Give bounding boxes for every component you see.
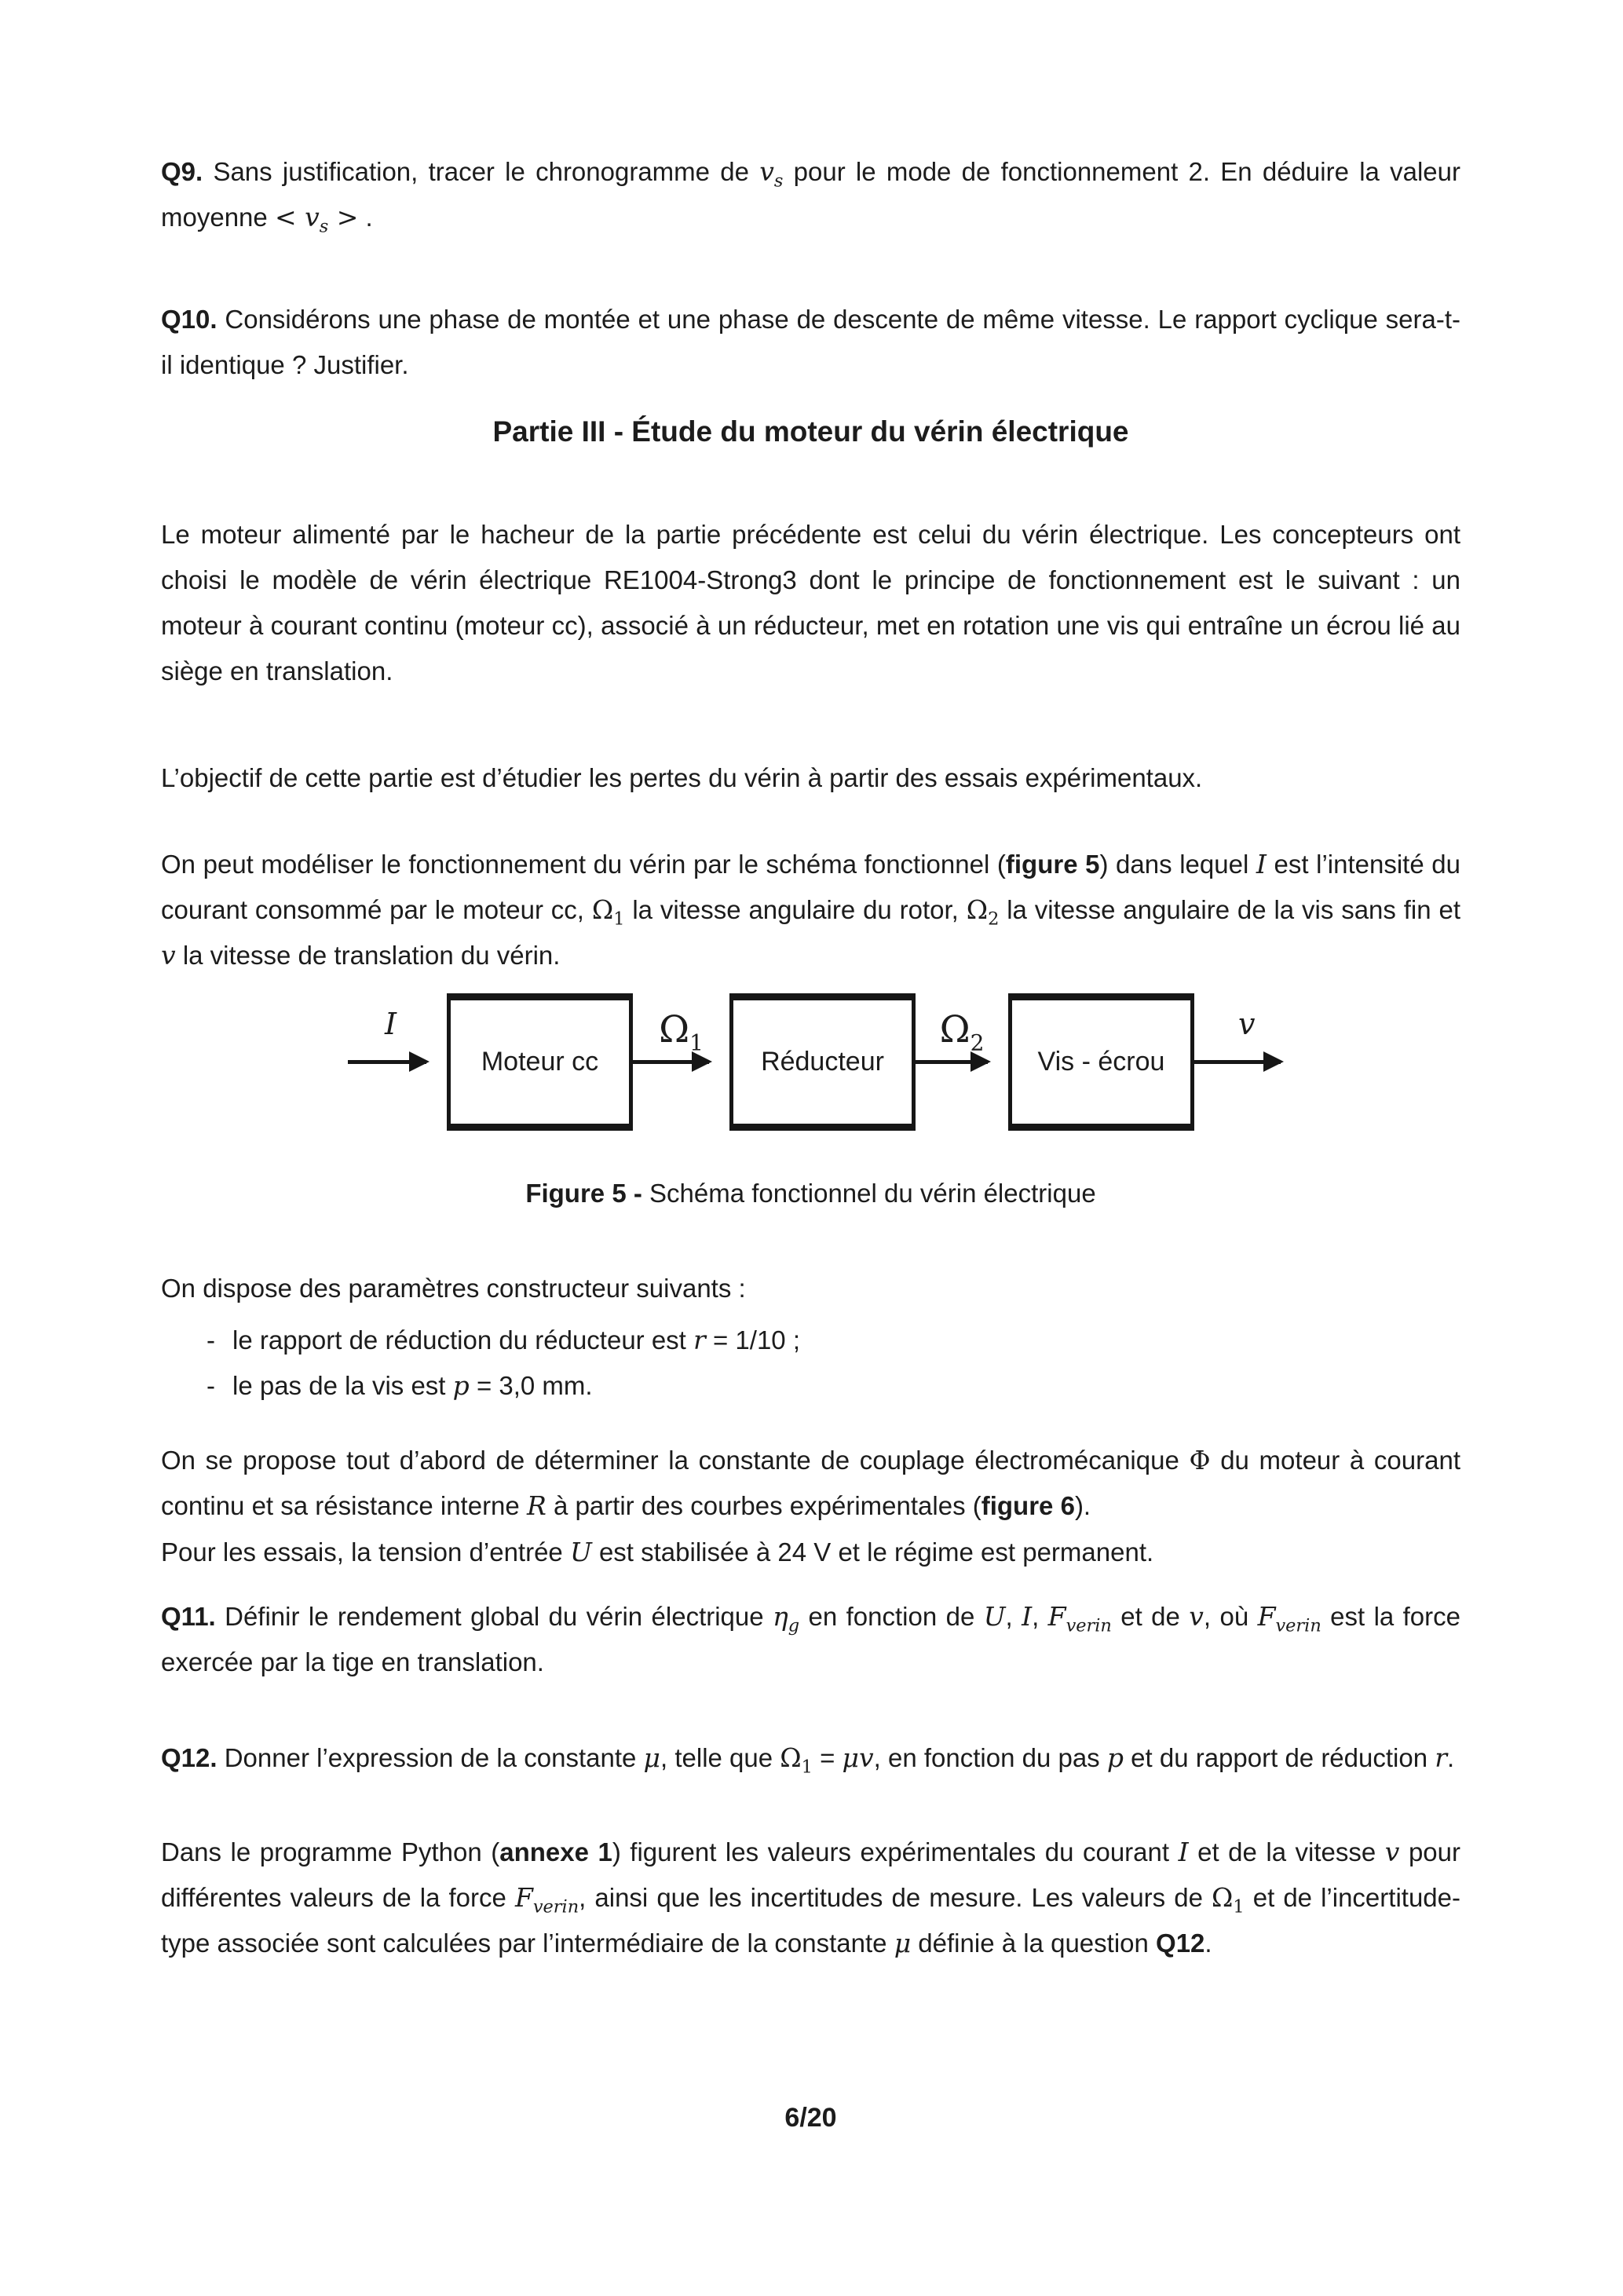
paragraph-schema-fonctionnel: On peut modéliser le fonctionnement du vérin par le schéma fonctionnel (figure 5) dans lequel I est l’intensité du courant consommé par le moteur cc, $\Omega_1$ la vitesse angulaire du rotor, $\Omega_2$ la vitesse angulaire de la vis sans fin et v la vitesse de translation du vérin. (161, 849, 1460, 971)
figure5-arrow-omega2 (916, 1060, 988, 1064)
paragraph-objectif: L’objectif de cette partie est d’étudier les pertes du vérin à partir des essais expérimentaux. (161, 763, 1203, 792)
paragraph-parametres-intro: On dispose des paramètres constructeur suivants : (161, 1274, 746, 1303)
paragraph-intro-moteur: Le moteur alimenté par le hacheur de la partie précédente est celui du vérin électrique. Les concepteurs ont choisi le modèle de vérin électrique RE1004-Strong3 dont le principe de fonctionnement est le suivant : un moteur à courant continu (moteur cc), associé à un réducteur, met en rotation une vis qui entraîne un écrou lié au siège en translation. (161, 520, 1460, 686)
omega2-subscript: 2 (970, 1029, 985, 1056)
figure5-output-speed-label: v (1238, 1007, 1256, 1041)
bullet-dash: - (207, 1325, 215, 1355)
paragraph-constante-couplage: On se propose tout d’abord de déterminer la constante de couplage électromécanique Φ du moteur à courant continu et sa résistance interne R à partir des courbes expérimentales (figure 6). (161, 1445, 1460, 1521)
figure5-omega1-label (633, 1008, 729, 1056)
paragraph-tension-entree: Pour les essais, la tension d’entrée U est stabilisée à 24 V et le régime est permanent. (161, 1537, 1154, 1567)
bullet-rapport-reduction (161, 1318, 1460, 1363)
bullet-rapport-reduction-text: le rapport de réduction du réducteur est r = 1/10 ; (232, 1325, 800, 1355)
figure5-output-arrow (1194, 1060, 1281, 1064)
figure5-box-reducteur: Réducteur (729, 993, 916, 1131)
omega2-symbol: Ω (939, 1008, 971, 1051)
bullet-pas-vis (161, 1363, 1460, 1409)
figure5-input-arrow (348, 1060, 426, 1064)
figure5-omega2-label (916, 1008, 1008, 1056)
question-q9: Q9. Sans justification, tracer le chronogramme de $v_s$ pour le mode de fonctionnement 2. En déduire la valeur moyenne < $v_s$ > . (161, 156, 1461, 237)
bullet-pas-vis-text: le pas de la vis est p = 3,0 mm. (232, 1370, 593, 1401)
page-number: 6/20 (784, 2103, 837, 2133)
question-q11: Q11. Définir le rendement global du vérin électrique $\eta_g$ en fonction de U, I, $F_{verin}$ et de v, où $F_{verin}$ est la force exercée par la tige en translation. (161, 1601, 1460, 1676)
figure5-block-diagram (161, 985, 1460, 1150)
question-q10: Q10. Considérons une phase de montée et une phase de descente de même vitesse. Le rapport cyclique sera-t-il identique ? Justifier. (161, 305, 1460, 379)
section-title: Partie III - Étude du moteur du vérin électrique (492, 415, 1129, 448)
omega1-symbol: Ω (659, 1008, 690, 1051)
question-q12: Q12. Donner l’expression de la constante μ, telle que $\Omega_1 = \mu v$, en fonction du pas p et du rapport de réduction r. (161, 1742, 1455, 1778)
paragraph-programme-python: Dans le programme Python (annexe 1) figurent les valeurs expérimentales du courant I et de la vitesse v pour différentes valeurs de la force $F_{verin}$, ainsi que les incertitudes de mesure. Les valeurs de $\Omega_1$ et de l’incertitude-type associée sont calculées par l’intermédiaire de la constante μ définie à la question Q12. (161, 1837, 1460, 1958)
figure5-arrow-omega1 (633, 1060, 709, 1064)
figure5-box-moteur-cc: Moteur cc (447, 993, 633, 1131)
omega1-subscript: 1 (689, 1029, 704, 1056)
figure5-caption: Figure 5 - Schéma fonctionnel du vérin électrique (525, 1179, 1096, 1208)
figure5-input-current-label: I (385, 1007, 397, 1041)
bullet-dash: - (207, 1371, 215, 1400)
figure5-box-vis-ecrou: Vis - écrou (1008, 993, 1194, 1131)
